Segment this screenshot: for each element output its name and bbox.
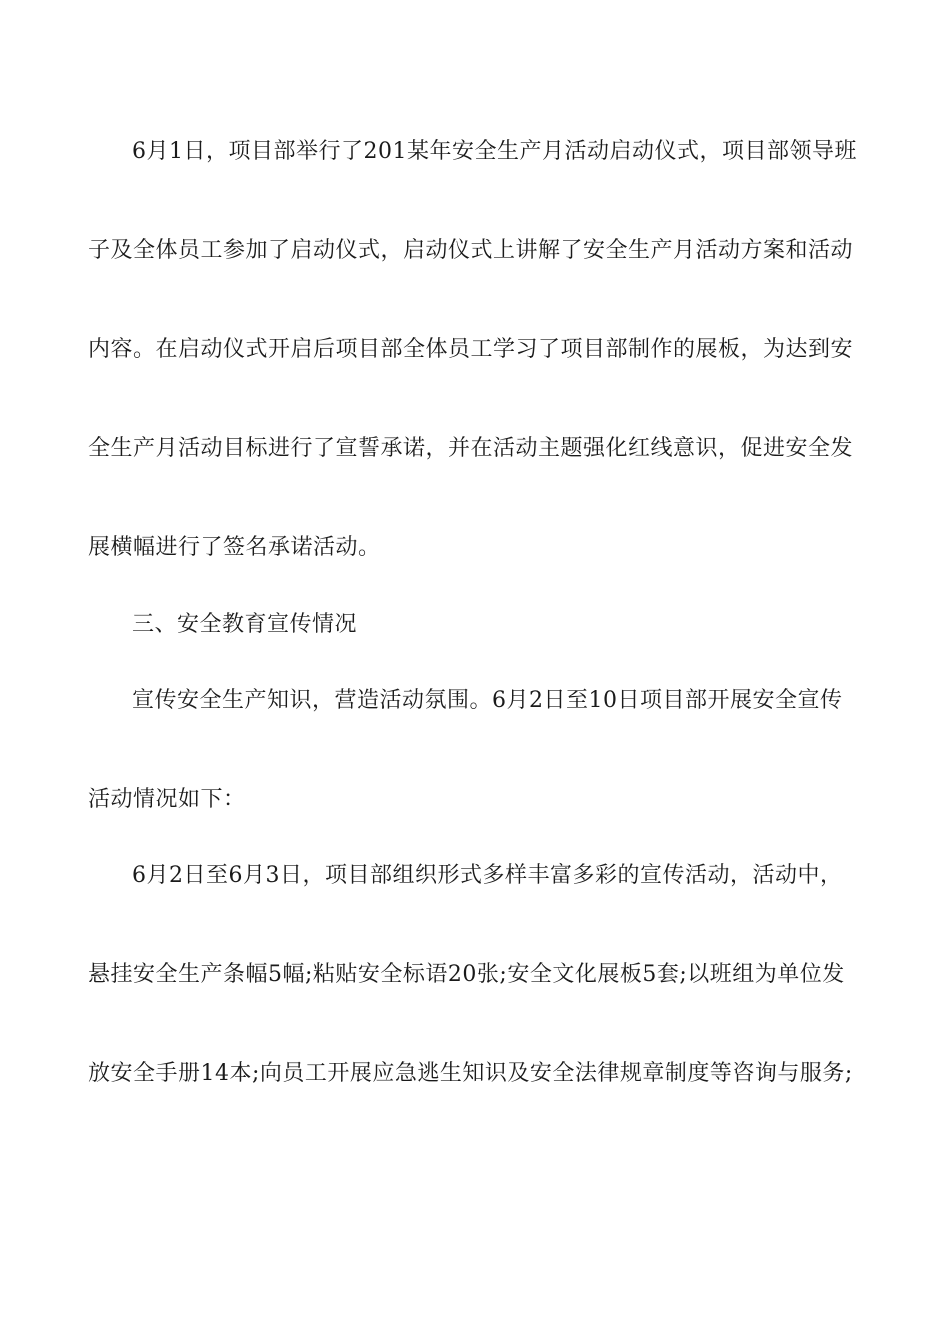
paragraph-1-line-1: 6月1日，项目部举行了201某年安全生产月活动启动仪式，项目部领导班 [132,139,857,164]
paragraph-1-line-2: 子及全体员工参加了启动仪式，启动仪式上讲解了安全生产月活动方案和活动 [88,238,854,263]
paragraph-3-line-3: 放安全手册14本;向员工开展应急逃生知识及安全法律规章制度等咨询与服务; [88,1061,853,1086]
paragraph-1-line-3: 内容。在启动仪式开启后项目部全体员工学习了项目部制作的展板，为达到安 [88,337,854,362]
paragraph-2-line-1: 宣传安全生产知识，营造活动氛围。6月2日至10日项目部开展安全宣传 [132,688,843,713]
paragraph-1-line-4: 全生产月活动目标进行了宣誓承诺，并在活动主题强化红线意识，促进安全发 [88,436,854,461]
paragraph-3-line-2: 悬挂安全生产条幅5幅;粘贴安全标语20张;安全文化展板5套;以班组为单位发 [88,962,845,987]
section-heading: 三、安全教育宣传情况 [132,612,358,637]
paragraph-1-line-5: 展横幅进行了签名承诺活动。 [88,535,381,560]
paragraph-2-line-2: 活动情况如下： [88,787,246,812]
paragraph-3-line-1: 6月2日至6月3日，项目部组织形式多样丰富多彩的宣传活动，活动中， [132,863,843,888]
